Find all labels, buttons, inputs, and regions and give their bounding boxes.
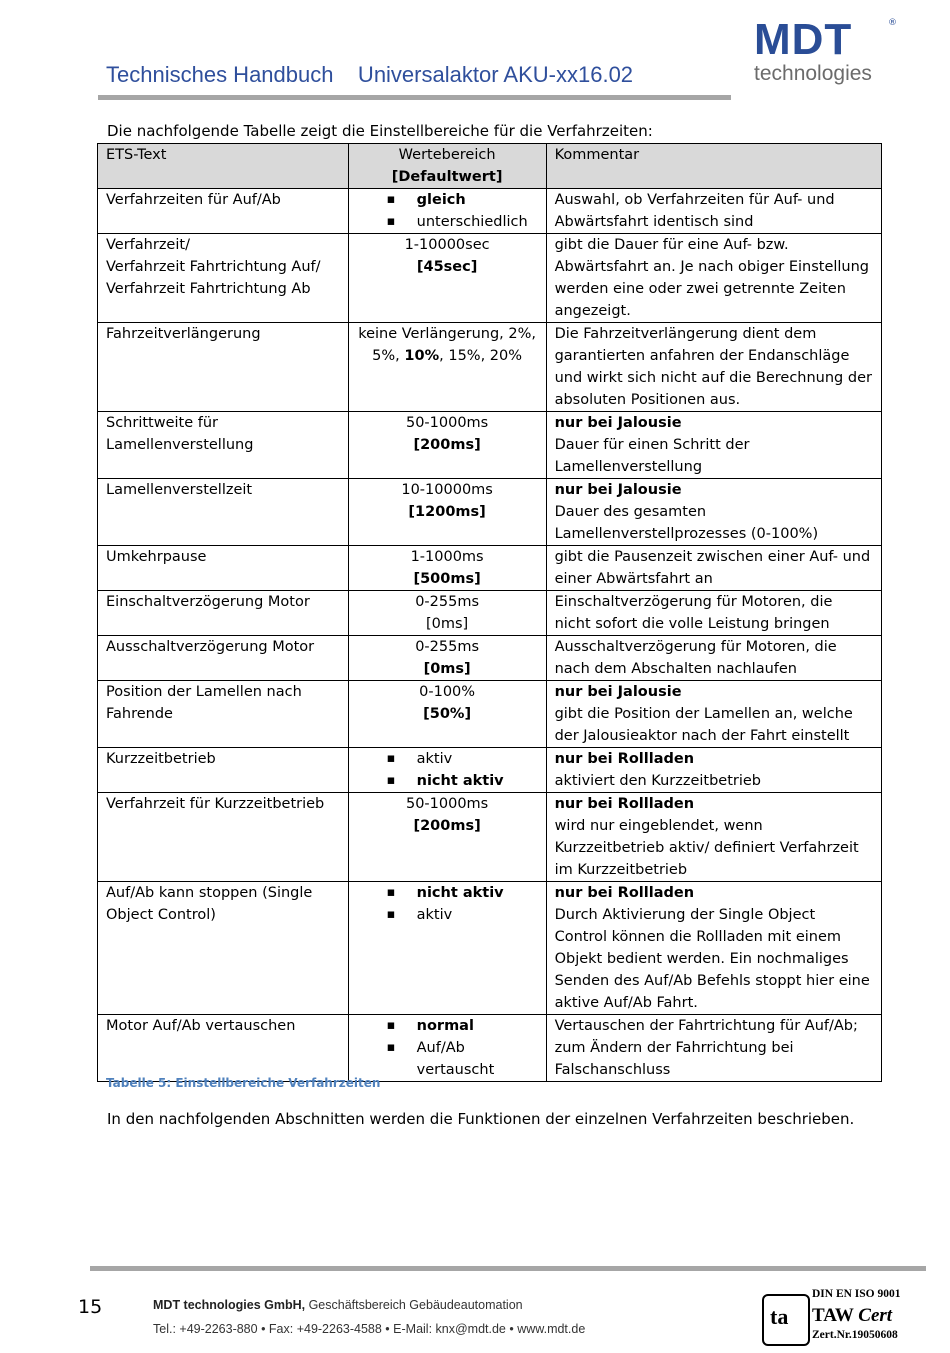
comment-line: gibt die Dauer für eine Auf- bzw. [554, 237, 789, 253]
cell-value-range [348, 412, 546, 479]
table-row [98, 323, 882, 412]
comment-line: Objekt bedient werden. Ein nochmaliges [554, 951, 849, 967]
cell-ets-text [98, 323, 349, 412]
cell-ets-text [98, 681, 349, 748]
option-list [357, 748, 538, 792]
comment-line: gibt die Pausenzeit zwischen einer Auf- und [554, 549, 871, 565]
comment-line: werden eine oder zwei getrennte Zeiten [554, 281, 846, 297]
contact-line: Tel.: +49-2263-880 • Fax: +49-2263-4588 • E-Mail: knx@mdt.de • www.mdt.de [153, 1322, 586, 1336]
cell-comment [546, 546, 881, 591]
comment-condition: nur bei Jalousie [554, 684, 682, 700]
range-text: 1-10000sec [404, 237, 490, 253]
table-row [98, 1015, 882, 1082]
cell-ets-text [98, 591, 349, 636]
cell-ets-text [98, 793, 349, 882]
default-value: [45sec] [416, 259, 478, 275]
comment-line: Senden des Auf/Ab Befehls stoppt hier eine [554, 973, 870, 989]
default-value: [0ms] [426, 616, 469, 632]
cell-value-range [348, 793, 546, 882]
option-item [387, 882, 538, 904]
logo-registered-mark: ® [888, 18, 897, 28]
settings-table [97, 143, 882, 1082]
table-row [98, 546, 882, 591]
cell-comment [546, 882, 881, 1015]
option-list [357, 882, 538, 926]
comment-line: Einschaltverzögerung für Motoren, die [554, 594, 833, 610]
cell-value-range [348, 636, 546, 681]
cell-value-range [348, 591, 546, 636]
comment-line: Abwärtsfahrt an. Je nach obiger Einstellung [554, 259, 870, 275]
cell-comment [546, 591, 881, 636]
range-text: 0-100% [419, 684, 476, 700]
table-row [98, 479, 882, 546]
ets-text-line: Position der Lamellen nach [106, 684, 302, 700]
table-header-row [98, 144, 882, 189]
range-text: 50-1000ms [405, 415, 489, 431]
cell-comment [546, 479, 881, 546]
default-value: [200ms] [413, 818, 481, 834]
comment-line: einer Abwärtsfahrt an [554, 571, 713, 587]
comment-line: Lamellenverstellprozesses (0-100%) [554, 526, 819, 542]
page-number: 15 [78, 1296, 103, 1318]
range-text: 0-255ms [415, 594, 480, 610]
range-text: 50-1000ms [405, 796, 489, 812]
cell-ets-text [98, 546, 349, 591]
intro-text: Die nachfolgende Tabelle zeigt die Einstellbereiche für die Verfahrzeiten: [107, 122, 653, 140]
comment-line: Abwärtsfahrt identisch sind [554, 214, 754, 230]
range-text: 1-1000ms [410, 549, 484, 565]
header-default-label: [Defaultwert] [391, 169, 503, 185]
cell-comment [546, 793, 881, 882]
option-list [357, 1015, 538, 1081]
option-label: aktiv [416, 751, 453, 767]
comment-condition: nur bei Rollladen [554, 885, 695, 901]
cell-comment [546, 636, 881, 681]
cell-comment [546, 748, 881, 793]
ets-text-line: Verfahrzeiten für Auf/Ab [106, 192, 281, 208]
option-label: Auf/Ab [416, 1040, 465, 1056]
cell-value-range [348, 234, 546, 323]
ets-text-line: Schrittweite für [106, 415, 219, 431]
ets-text-line: Lamellenverstellung [106, 437, 254, 453]
comment-line: aktive Auf/Ab Fahrt. [554, 995, 698, 1011]
mdt-logo [754, 15, 904, 93]
cell-ets-text [98, 882, 349, 1015]
option-label: aktiv [416, 907, 453, 923]
comment-line: absoluten Positionen aus. [554, 392, 741, 408]
comment-condition: nur bei Rollladen [554, 796, 695, 812]
option-item [387, 1015, 538, 1037]
option-list [357, 189, 538, 233]
cell-ets-text [98, 1015, 349, 1082]
option-label-cont: vertauscht [416, 1062, 495, 1078]
cell-ets-text [98, 479, 349, 546]
cell-value-range [348, 546, 546, 591]
header-rule [98, 95, 731, 100]
ets-text-line: Umkehrpause [106, 549, 207, 565]
cell-comment [546, 1015, 881, 1082]
header-value-range [348, 144, 546, 189]
cell-value-range [348, 681, 546, 748]
cell-comment [546, 323, 881, 412]
comment-line: und wirkt sich nicht auf die Berechnung der [554, 370, 872, 386]
footer-rule [90, 1266, 926, 1271]
option-label: normal [416, 1018, 474, 1034]
default-value: [50%] [423, 706, 472, 722]
comment-line: Dauer für einen Schritt der [554, 437, 750, 453]
range-text: 10-10000ms [401, 482, 493, 498]
option-item [387, 1037, 538, 1081]
comment-line: Control können die Rollladen mit einem [554, 929, 842, 945]
comment-line: Auswahl, ob Verfahrzeiten für Auf- und [554, 192, 835, 208]
range-text: keine Verlängerung, 2%, [358, 326, 537, 342]
certification-badge [762, 1288, 922, 1346]
comment-line: Dauer des gesamten [554, 504, 707, 520]
cell-comment [546, 681, 881, 748]
cell-value-range [348, 479, 546, 546]
ets-text-line: Object Control) [106, 907, 216, 923]
table-row [98, 681, 882, 748]
option-item [387, 904, 538, 926]
company-line [153, 1298, 523, 1312]
comment-line: wird nur eingeblendet, wenn [554, 818, 763, 834]
comment-line: angezeigt. [554, 303, 631, 319]
cell-value-range [348, 748, 546, 793]
table-caption: Tabelle 5: Einstellbereiche Verfahrzeiten [106, 1076, 381, 1090]
header-comment: Kommentar [546, 144, 881, 189]
ets-text-line: Ausschaltverzögerung Motor [106, 639, 315, 655]
option-item [387, 189, 538, 211]
option-item [387, 748, 538, 770]
ets-text-line: Auf/Ab kann stoppen (Single [106, 885, 313, 901]
cell-ets-text [98, 412, 349, 479]
table-row [98, 591, 882, 636]
comment-line: gibt die Position der Lamellen an, welche [554, 706, 853, 722]
comment-condition: nur bei Jalousie [554, 482, 682, 498]
company-name: MDT technologies GmbH, [153, 1298, 306, 1312]
outro-text: In den nachfolgenden Abschnitten werden die Funktionen der einzelnen Verfahrzeiten beschrieben. [107, 1110, 855, 1128]
comment-line: Die Fahrzeitverlängerung dient dem [554, 326, 817, 342]
logo-subtitle: technologies [754, 62, 872, 85]
comment-line: nach dem Abschalten nachlaufen [554, 661, 797, 677]
cell-ets-text [98, 748, 349, 793]
range-text: 0-255ms [415, 639, 480, 655]
cert-name: TAW Cert [812, 1305, 893, 1326]
logo-letters: MDT [754, 15, 853, 64]
ets-text-line: Lamellenverstellzeit [106, 482, 253, 498]
comment-condition: nur bei Jalousie [554, 415, 682, 431]
ets-text-line: Verfahrzeit für Kurzzeitbetrieb [106, 796, 325, 812]
cert-standard: DIN EN ISO 9001 [812, 1288, 901, 1300]
cell-ets-text [98, 636, 349, 681]
range-text-line2: 5%, 10%, 15%, 20% [372, 348, 523, 364]
table-row [98, 234, 882, 323]
taw-cert-icon: ta [762, 1294, 810, 1346]
ets-text-line: Verfahrzeit Fahrtrichtung Ab [106, 281, 311, 297]
document-header-title: Technisches Handbuch Universalaktor AKU-xx16.02 [106, 62, 634, 87]
option-item [387, 770, 538, 792]
comment-line: Kurzzeitbetrieb aktiv/ definiert Verfahrzeit [554, 840, 859, 856]
cell-comment [546, 412, 881, 479]
default-value: [0ms] [423, 661, 471, 677]
comment-line: Falschanschluss [554, 1062, 671, 1078]
table-row [98, 412, 882, 479]
table-body [98, 189, 882, 1082]
ets-text-line: Verfahrzeit Fahrtrichtung Auf/ [106, 259, 321, 275]
default-value: [500ms] [413, 571, 481, 587]
comment-line: der Jalousieaktor nach der Fahrt einstellt [554, 728, 850, 744]
header-range-label: Wertebereich [398, 147, 496, 163]
ets-text-line: Fahrzeitverlängerung [106, 326, 261, 342]
comment-line: im Kurzzeitbetrieb [554, 862, 688, 878]
option-item [387, 211, 538, 233]
comment-line: nicht sofort die volle Leistung bringen [554, 616, 830, 632]
cell-ets-text [98, 234, 349, 323]
comment-line: zum Ändern der Fahrrichtung bei [554, 1040, 794, 1056]
cell-value-range [348, 882, 546, 1015]
ets-text-line: Motor Auf/Ab vertauschen [106, 1018, 296, 1034]
cell-ets-text [98, 189, 349, 234]
comment-line: Lamellenverstellung [554, 459, 703, 475]
ets-text-line: Kurzzeitbetrieb [106, 751, 216, 767]
table-row [98, 189, 882, 234]
cell-comment [546, 234, 881, 323]
option-label: gleich [416, 192, 466, 208]
default-value: 10% [404, 348, 440, 364]
table-row [98, 882, 882, 1015]
comment-line: Durch Aktivierung der Single Object [554, 907, 816, 923]
ets-text-line: Fahrende [106, 706, 173, 722]
header-ets-text: ETS-Text [98, 144, 349, 189]
option-label: nicht aktiv [416, 885, 504, 901]
cell-value-range [348, 1015, 546, 1082]
cell-value-range [348, 323, 546, 412]
default-value: [1200ms] [408, 504, 486, 520]
table-row [98, 793, 882, 882]
default-value: [200ms] [413, 437, 481, 453]
table-row [98, 748, 882, 793]
company-division: Geschäftsbereich Gebäudeautomation [305, 1298, 523, 1312]
comment-line: Vertauschen der Fahrtrichtung für Auf/Ab; [554, 1018, 858, 1034]
cell-comment [546, 189, 881, 234]
comment-line: aktiviert den Kurzzeitbetrieb [554, 773, 762, 789]
table-row [98, 636, 882, 681]
comment-line: garantierten anfahren der Endanschläge [554, 348, 850, 364]
option-label: unterschiedlich [416, 214, 528, 230]
ets-text-line: Verfahrzeit/ [106, 237, 190, 253]
ets-text-line: Einschaltverzögerung Motor [106, 594, 310, 610]
cell-value-range [348, 189, 546, 234]
comment-condition: nur bei Rollladen [554, 751, 695, 767]
cert-number: Zert.Nr.19050608 [812, 1329, 898, 1341]
comment-line: Ausschaltverzögerung für Motoren, die [554, 639, 837, 655]
option-label: nicht aktiv [416, 773, 504, 789]
